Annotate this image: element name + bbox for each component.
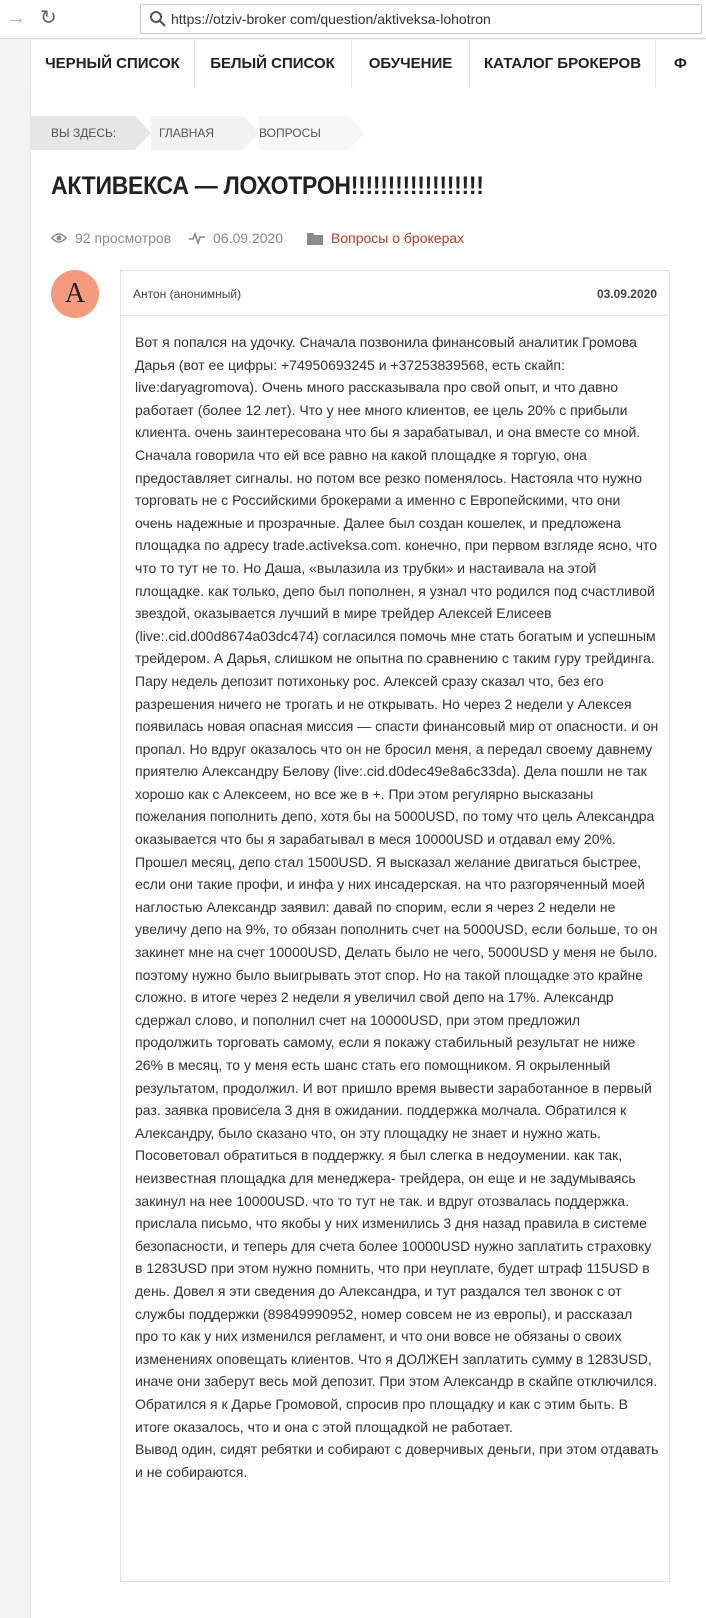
breadcrumb-separator [349,116,365,150]
comment-header [121,271,669,316]
views-count [51,230,171,246]
breadcrumb-separator [243,116,259,150]
page-title: АКТИВЕКСА — ЛОХОТРОН!!!!!!!!!!!!!!!!!! [51,172,484,200]
menu-item-more[interactable]: Ф [674,55,687,72]
menu-item-education[interactable]: ОБУЧЕНИЕ [352,40,470,88]
main-menu [30,40,706,89]
breadcrumb-label: ВЫ ЗДЕСЬ: [31,116,135,150]
post-date [189,230,283,246]
folder-icon [307,232,323,245]
breadcrumb-current[interactable]: ВОПРОСЫ [259,116,349,150]
search-icon [149,10,167,28]
reload-icon[interactable]: ↻ [40,7,57,29]
post-category [307,230,464,246]
menu-item-blacklist[interactable]: ЧЕРНЫЙ СПИСОК [30,40,195,88]
url-text: https://otziv-broker com/question/aktiveksa-lohotron [171,11,491,27]
comment-card [120,270,670,1582]
comment-author: Антон (анонимный) [133,287,242,301]
comment-paragraph: Вот я попался на удочку. Сначала позвонила финансовый аналитик Громова Дарья (вот ее цифры: +74950693245 и +37253839568, есть скайп: live:daryagromova). Очень много рассказывала про свой опыт, и что давно работает (более 12 лет). Что у нее много клиентов, ее цель 20% с прибыли клиента. очень заинтересована что бы я зарабатывал, и она вместе со мной. Сначала говорила что ей все равно на какой площадке я торгую, она предоставляет сигналы. но потом все резко поменялось. Настояла что нужно торговать не с Российскими брокерами а именно с Европейскими, что они очень надежные и прозрачные. Далее был создан кошелек, и предложена площадка по адресу trade.activeksa.com. конечно, при первом взгляде ясно, что что то тут не то. Но Даша, «вылазила из трубки» и настаивала на этой площадке. как только, депо был пополнен, я узнал что родился под счастливой звездой, оказывается лучший в мире трейдер Алексей Елисеев (live:.cid.d00d8674a03dc474) согласился помочь мне стать богатым и успешным трейдером. А Дарья, слишком не опытна по сравнению с таким гуру трейдинга. Пару недель депозит потихоньку рос. Алексей сразу сказал что, без его разрешения ничего не трогать и не открывать. Но через 2 недели у Алексея появилась новая опасная миссия — спасти финансовый мир от опасности. и он пропал. Но вдруг оказалось что он не бросил меня, а передал своему давнему приятелю Александру Белову (live:.cid.d0dec49e8a6c33da). Дела пошли не так хорошо как с Алексеем, но все же в +. При этом регулярно высказаны пожелания пополнить депо, хотя бы на 5000USD, по тому что цель Александра оказывается что бы я зарабатывал в меся 10000USD и отдавал ему 20%. Прошел месяц, депо стал 1500USD. Я высказал желание двигаться быстрее, если они такие профи, и инфа у них инсадерская. на что разгоряченный моей наглостью Александр заявил: давай по спорим, если я через 2 недели не увеличу депо на 9%, то обязан пополнить счет на 5000USD, если больше, то он закинет мне на счет 10000USD, Делать было не чего, 5000USD у меня не было. поэтому нужно было выигрывать этот спор. Но на такой площадке это крайне сложно. в итоге через 2 недели я увеличил свой депо на 17%. Александр сдержал слово, и пополнил счет на 10000USD, при этом предложил продолжить торговать самому, если я покажу стабильный результат не ниже 26% в месяц, то у меня есть шанс стать его помощником. Я окрыленный результатом, продолжил. И вот пришло время вывести заработанное в первый раз. заявка провисела 3 дня в ожидании. поддержка молчала. Обратился к Александру, было сказано что, он эту площадку не знает и нужно жать. Посоветовал обратиться в поддержку. я был слегка в недоумении. как так, неизвестная площадка для менеджера- трейдера, он еще и не задумываясь закинул на нее 10000USD. что то тут не так. и вдруг отозвалась поддержка. прислала письмо, что якобы у них изменились 3 дня назад правила в системе безопасности, и теперь для счета более 10000USD нужно заплатить страховку в 1283USD при этом нужно помнить, что при неуплате, будет штраф 115USD в день. Довел я эти сведения до Александра, и тут раздался тел звонок с от службы поддержки (89849990952, номер совсем не из европы), и рассказал про то как у них изменился регламент, и что они вовсе не обязаны о своих изменениях оповещать клиентов. Что я ДОЛЖЕН заплатить сумму в 1283USD, иначе они заберут весь мой депозит. При этом Александр в скайпе отключился. [135,334,659,1390]
date-text: 06.09.2020 [213,230,284,246]
eye-icon [51,232,67,244]
breadcrumb [31,116,351,150]
pulse-icon [189,232,205,244]
breadcrumb-separator [135,116,151,150]
browser-toolbar [0,0,706,39]
breadcrumb-home[interactable]: ГЛАВНАЯ [151,116,243,150]
main-content [30,88,706,1618]
address-bar[interactable] [140,4,702,34]
comment-date: 03.09.2020 [596,287,657,301]
views-text: 92 просмотров [75,230,172,246]
menu-item-whitelist[interactable]: БЕЛЫЙ СПИСОК [194,40,352,88]
avatar: A [51,270,99,318]
menu-item-catalog[interactable]: КАТАЛОГ БРОКЕРОВ [470,40,656,88]
category-link[interactable]: Вопросы о брокерах [331,230,465,246]
comment-body [135,331,659,1483]
comment-paragraph: Вывод один, сидят ребятки и собирают с доверчивых деньги, при этом отдавать и не собираются. [135,1441,659,1480]
comment-paragraph: Обратился я к Дарье Громовой, спросив про площадку и как с этим быть. В итоге оказалось, что и она с этой площадкой не работает. [135,1395,629,1435]
forward-arrow-icon[interactable]: → [6,7,26,29]
